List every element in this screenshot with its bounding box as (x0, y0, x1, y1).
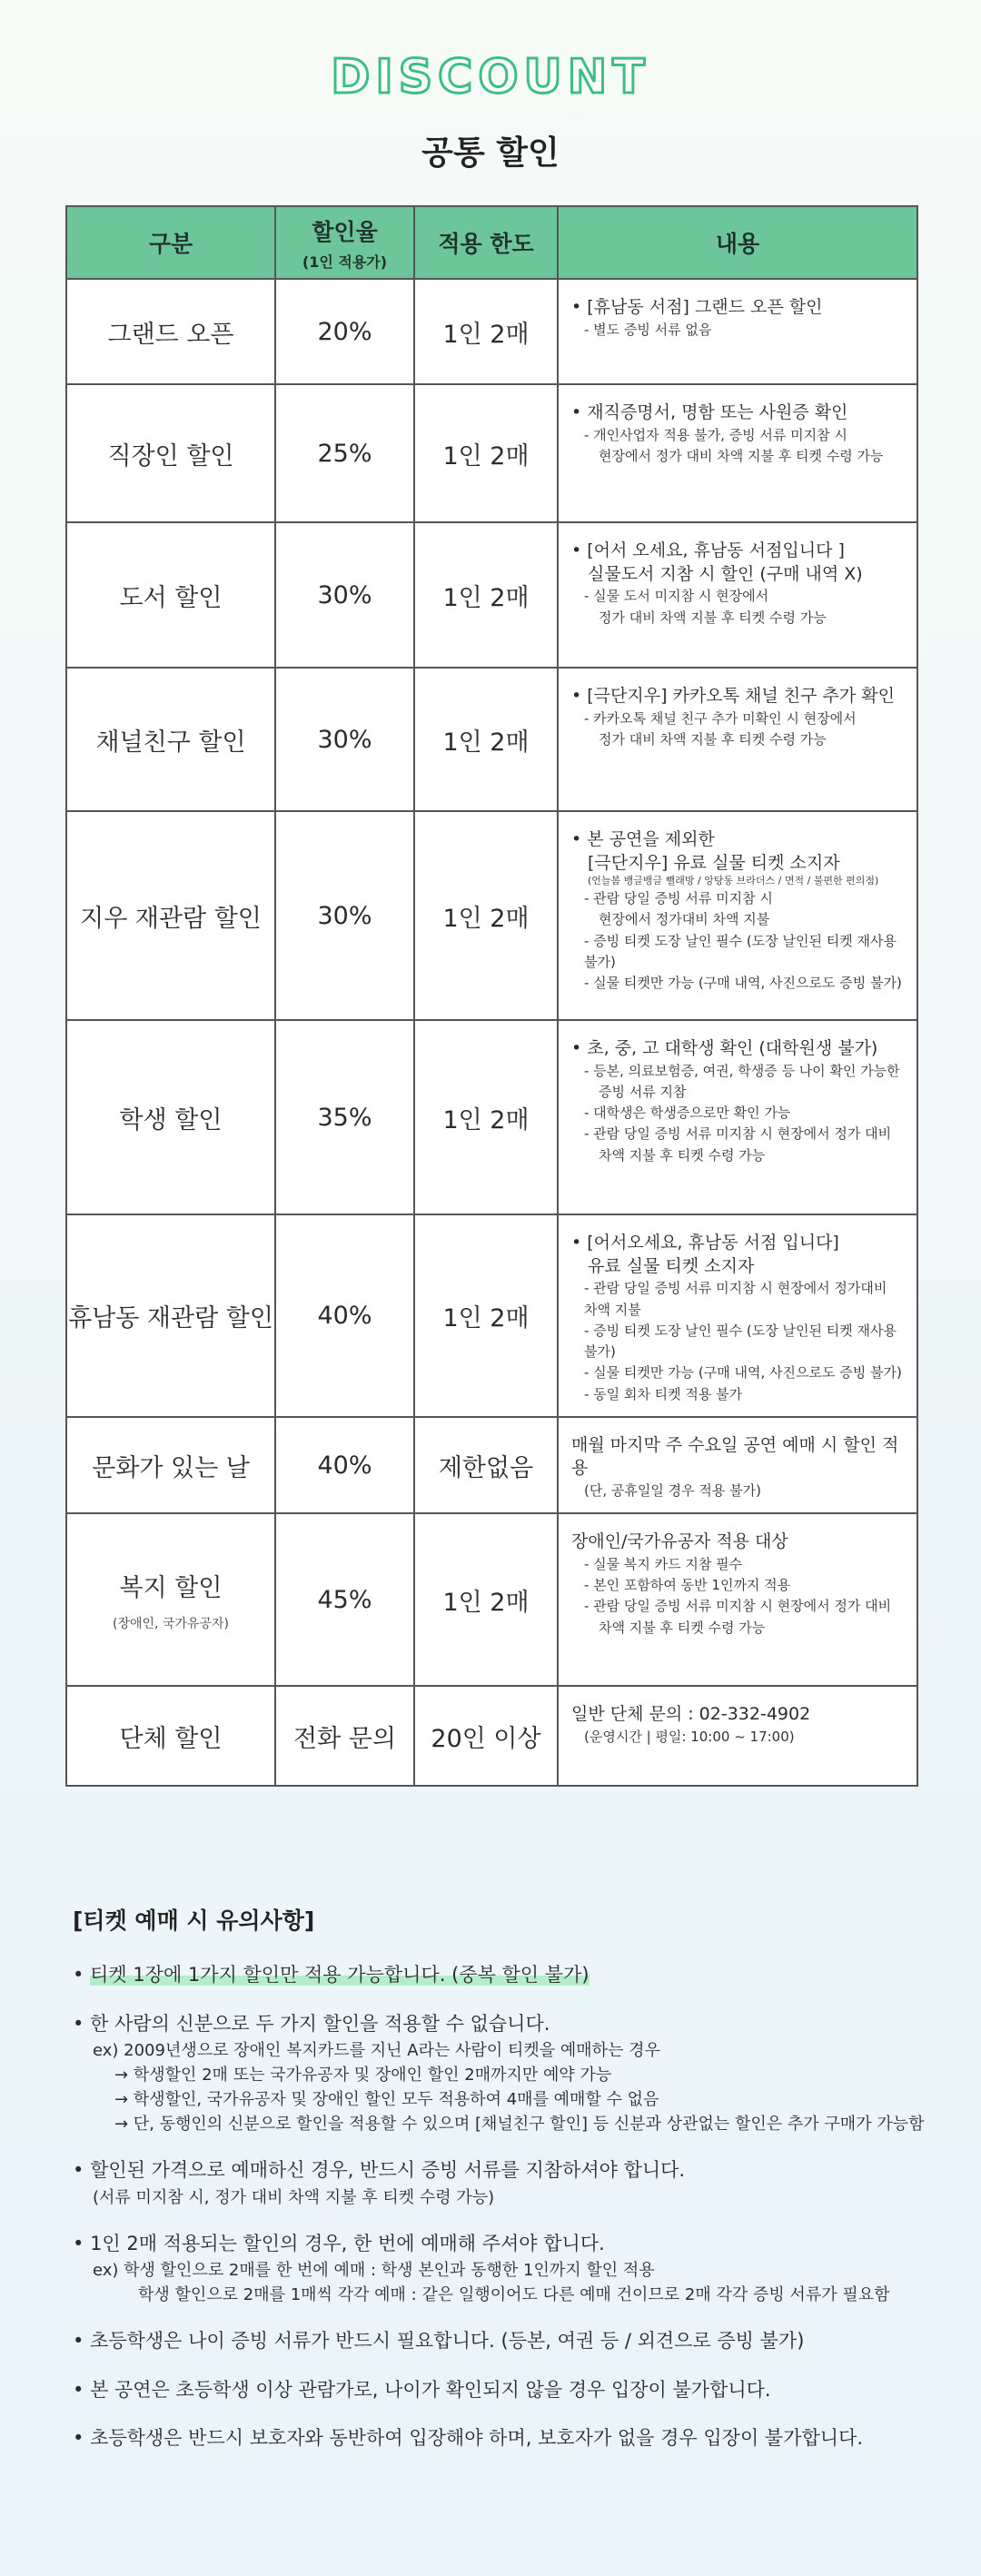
discount-description (558, 668, 917, 811)
description-line: 현장에서 정가 대비 차액 지불 후 티켓 수령 가능 (599, 447, 884, 464)
discount-name: 그랜드 오픈 (107, 320, 234, 349)
note-line: • 1인 2매 적용되는 할인의 경우, 한 번에 예매해 주셔야 합니다. (73, 2230, 926, 2259)
section-title: 공통 할인 (421, 134, 560, 172)
discount-limit: 제한없음 (414, 1417, 558, 1514)
discount-name-cell (66, 279, 275, 384)
discount-name-cell (66, 1020, 275, 1214)
description-line: • 재직증명서, 명함 또는 사원증 확인 (571, 401, 904, 425)
discount-name-cell (66, 384, 275, 522)
discount-name: 채널친구 할인 (95, 728, 246, 757)
note-line: ex) 학생 할인으로 2매를 한 번에 예매 : 학생 본인과 동행한 1인까지 할인 적용 (93, 2261, 655, 2280)
note-line: → 학생할인, 국가유공자 및 장애인 할인 모두 적용하여 4매를 예매할 수 없음 (114, 2090, 659, 2109)
note-item (73, 2156, 926, 2210)
note-line: → 단, 동행인의 신분으로 할인을 적용할 수 있으며 [채널친구 할인] 등 신분과 상관없는 할인은 추가 구매가 가능함 (114, 2115, 925, 2134)
description-line: - 실물 티켓만 가능 (구매 내역, 사진으로도 증빙 불가) (584, 1364, 902, 1382)
discount-rate: 45% (275, 1513, 414, 1686)
discount-limit: 1인 2매 (414, 1513, 558, 1686)
discount-name: 휴남동 재관람 할인 (68, 1303, 273, 1333)
description-line: • [극단지우] 카카오톡 채널 친구 추가 확인 (571, 685, 904, 708)
description-line: [극단지우] 유료 실물 티켓 소지자 (588, 852, 840, 873)
discount-rate: 25% (275, 384, 414, 522)
table-row (66, 1513, 917, 1686)
description-line: 증빙 서류 지참 (599, 1083, 687, 1100)
note-line: • 초등학생은 반드시 보호자와 동반하여 입장해야 하며, 보호자가 없을 경우 입장이 불가합니다. (73, 2424, 926, 2453)
note-item (73, 2327, 926, 2356)
discount-limit: 1인 2매 (414, 1020, 558, 1214)
header-rate-note: (1인 적용가) (302, 253, 388, 271)
discount-limit: 1인 2매 (414, 668, 558, 811)
discount-limit: 1인 2매 (414, 522, 558, 668)
note-line: 학생 할인으로 2매를 1매씩 각각 예매 : 같은 일행이어도 다른 예매 건이므로 2매 각각 증빙 서류가 필요함 (138, 2285, 890, 2304)
table-row (66, 1020, 917, 1214)
description-line: - 실물 복지 카드 지참 필수 (584, 1555, 743, 1572)
description-line: - 실물 도서 미지참 시 현장에서 (584, 588, 769, 605)
discount-name: 복지 할인 (119, 1573, 223, 1602)
discount-rate: 30% (275, 522, 414, 668)
notes-list (73, 1961, 926, 2453)
description-line: - 관람 당일 증빙 서류 미지참 시 현장에서 정가 대비 (584, 1598, 892, 1615)
notes-section (73, 1903, 926, 2473)
discount-description (558, 1686, 917, 1786)
discount-limit: 1인 2매 (414, 1214, 558, 1417)
discount-description (558, 1020, 917, 1214)
description-line: - 관람 당일 증빙 서류 미지참 시 현장에서 정가대비 차액 지불 (584, 1280, 887, 1318)
description-line: • [휴남동 서점] 그랜드 오픈 할인 (571, 296, 904, 320)
description-line: 현장에서 정가대비 차액 지불 (599, 911, 770, 928)
discount-name-cell (66, 811, 275, 1020)
discount-table (65, 205, 918, 1787)
discount-description (558, 1214, 917, 1417)
discount-limit: 1인 2매 (414, 279, 558, 384)
description-line: - 증빙 티켓 도장 날인 필수 (도장 날인된 티켓 재사용 불가) (584, 932, 897, 970)
note-line: • 초등학생은 나이 증빙 서류가 반드시 필요합니다. (등본, 여권 등 / 외견으로 증빙 불가) (73, 2327, 926, 2356)
discount-name: 학생 할인 (119, 1105, 223, 1134)
discount-rate: 40% (275, 1214, 414, 1417)
description-line: - 관람 당일 증빙 서류 미지참 시 (584, 890, 773, 907)
table-row (66, 384, 917, 522)
discount-description (558, 522, 917, 668)
discount-description (558, 384, 917, 522)
table-row (66, 668, 917, 811)
description-line: 차액 지불 후 티켓 수령 가능 (599, 1146, 766, 1164)
discount-name-cell (66, 522, 275, 668)
description-line: • [어서 오세요, 휴남동 서점입니다 ] (571, 540, 904, 563)
discount-name: 문화가 있는 날 (92, 1453, 250, 1482)
table-row (66, 522, 917, 668)
description-line: 차액 지불 후 티켓 수령 가능 (599, 1619, 766, 1636)
discount-limit: 1인 2매 (414, 811, 558, 1020)
description-line: • [어서오세요, 휴남동 서점 입니다] (571, 1232, 904, 1255)
table-row (66, 811, 917, 1020)
description-line: - 실물 티켓만 가능 (구매 내역, 사진으로도 증빙 불가) (584, 975, 902, 992)
header-category: 구분 (66, 206, 275, 279)
description-line: • 초, 중, 고 대학생 확인 (대학원생 불가) (571, 1037, 904, 1061)
description-line: 실물도서 지참 시 할인 (구매 내역 X) (588, 563, 863, 584)
description-line: (단, 공휴일일 경우 적용 불가) (584, 1482, 761, 1500)
description-line: (운영시간 | 평일: 10:00 ~ 17:00) (584, 1728, 795, 1745)
table-row (66, 1214, 917, 1417)
note-highlight: 티켓 1장에 1가지 할인만 적용 가능합니다. (중복 할인 불가) (90, 1964, 590, 1986)
description-line: 유료 실물 티켓 소지자 (588, 1255, 755, 1276)
note-line (73, 1961, 926, 1990)
description-line: - 대학생은 학생증으로만 확인 가능 (584, 1105, 791, 1122)
discount-name: 도서 할인 (119, 583, 223, 612)
note-line: • 할인된 가격으로 예매하신 경우, 반드시 증빙 서류를 지참하셔야 합니다. (73, 2156, 926, 2185)
note-line: ex) 2009년생으로 장애인 복지카드를 지닌 A라는 사람이 티켓을 예매하는 경우 (93, 2041, 660, 2060)
discount-description (558, 1417, 917, 1514)
header-content: 내용 (558, 206, 917, 279)
description-line: - 증빙 티켓 도장 날인 필수 (도장 날인된 티켓 재사용 불가) (584, 1322, 897, 1361)
note-item (73, 2230, 926, 2308)
discount-name-cell (66, 1686, 275, 1786)
description-line: - 본인 포함하여 동반 1인까지 적용 (584, 1577, 791, 1594)
description-line: 정가 대비 차액 지불 후 티켓 수령 가능 (599, 609, 827, 626)
table-header-row (66, 206, 917, 279)
description-line: - 개인사업자 적용 불가, 증빙 서류 미지참 시 (584, 426, 847, 443)
notes-title: [티켓 예매 시 유의사항] (73, 1907, 315, 1934)
discount-name-cell (66, 1417, 275, 1514)
description-line: • 본 공연을 제외한 (571, 828, 904, 852)
note-line: (서류 미지참 시, 정가 대비 차액 지불 후 티켓 수령 가능) (93, 2187, 495, 2207)
description-line: 장애인/국가유공자 적용 대상 (571, 1531, 788, 1552)
header-limit: 적용 한도 (414, 206, 558, 279)
header-rate-label: 할인율 (312, 218, 378, 245)
discount-description (558, 1513, 917, 1686)
discount-description (558, 811, 917, 1020)
note-item (73, 2424, 926, 2453)
discount-limit: 1인 2매 (414, 384, 558, 522)
note-item (73, 2376, 926, 2405)
table-row (66, 279, 917, 384)
discount-name: 지우 재관람 할인 (80, 904, 262, 933)
description-line: 일반 단체 문의 : 02-332-4902 (571, 1704, 811, 1725)
description-line: - 관람 당일 증빙 서류 미지참 시 현장에서 정가 대비 (584, 1125, 892, 1143)
discount-name: 단체 할인 (119, 1724, 223, 1753)
discount-title: DISCOUNT (331, 50, 650, 104)
description-line: - 등본, 의료보험증, 여권, 학생증 등 나이 확인 가능한 (584, 1062, 900, 1079)
discount-rate: 20% (275, 279, 414, 384)
discount-rate: 40% (275, 1417, 414, 1514)
table-row (66, 1417, 917, 1514)
discount-rate: 전화 문의 (275, 1686, 414, 1786)
description-line: - 동일 회차 티켓 적용 불가 (584, 1385, 743, 1402)
note-item (73, 2010, 926, 2137)
discount-name-cell (66, 668, 275, 811)
note-item (73, 1961, 926, 1990)
description-line: (언늘봄 뱅글뱅글 뺄래방 / 앙탕동 브라더스 / 면적 / 불편한 편의점) (588, 875, 879, 887)
discount-rate: 30% (275, 811, 414, 1020)
note-line: → 학생할인 2매 또는 국가유공자 및 장애인 할인 2매까지만 예약 가능 (114, 2066, 612, 2085)
description-line: - 별도 증빙 서류 없음 (584, 321, 712, 338)
discount-name-sub: (장애인, 국가유공자) (112, 1616, 230, 1631)
table-row (66, 1686, 917, 1786)
discount-limit: 20인 이상 (414, 1686, 558, 1786)
description-line: 정가 대비 차액 지불 후 티켓 수령 가능 (599, 730, 827, 748)
discount-rate: 30% (275, 668, 414, 811)
description-line: 매월 마지막 주 수요일 공연 예매 시 할인 적용 (571, 1434, 899, 1479)
header-rate (275, 206, 414, 279)
discount-description (558, 279, 917, 384)
discount-rate: 35% (275, 1020, 414, 1214)
description-line: - 카카오톡 채널 친구 추가 미확인 시 현장에서 (584, 709, 857, 727)
discount-name-cell (66, 1513, 275, 1686)
note-line: • 본 공연은 초등학생 이상 관람가로, 나이가 확인되지 않을 경우 입장이 불가합니다. (73, 2376, 926, 2405)
discount-name-cell (66, 1214, 275, 1417)
discount-name: 직장인 할인 (107, 441, 234, 471)
note-line: • 한 사람의 신분으로 두 가지 할인을 적용할 수 없습니다. (73, 2010, 926, 2039)
